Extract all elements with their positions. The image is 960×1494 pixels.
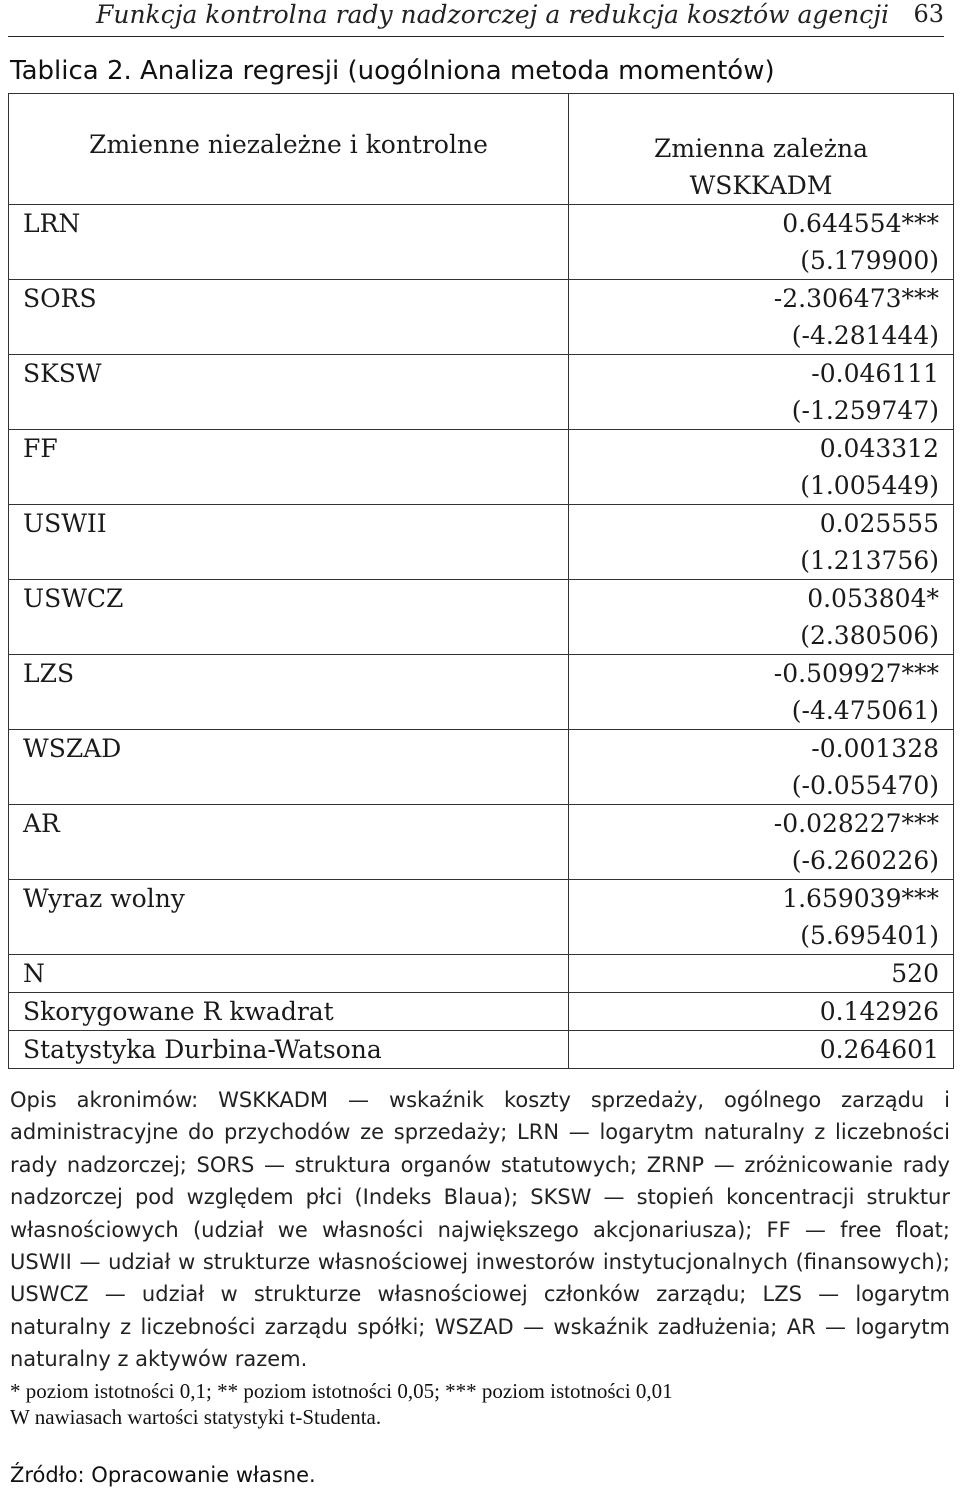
t-statistic-value: (-1.259747) bbox=[791, 396, 939, 425]
variable-estimate bbox=[569, 805, 954, 880]
t-statistic-value: (1.213756) bbox=[800, 546, 939, 575]
header-independent-variables: Zmienne niezależne i kontrolne bbox=[9, 94, 569, 205]
table-row bbox=[9, 1031, 954, 1069]
coefficient-value: -0.509927*** bbox=[773, 659, 939, 688]
variable-name: USWCZ bbox=[9, 580, 569, 655]
statistic-name: N bbox=[9, 955, 569, 993]
variable-name: FF bbox=[9, 430, 569, 505]
table-row bbox=[9, 730, 954, 805]
statistics-body bbox=[9, 955, 954, 1069]
variable-estimate bbox=[569, 430, 954, 505]
statistic-value: 520 bbox=[569, 955, 954, 993]
coefficients-body bbox=[9, 205, 954, 955]
variable-name: AR bbox=[9, 805, 569, 880]
table-row bbox=[9, 655, 954, 730]
variable-estimate bbox=[569, 505, 954, 580]
table-row bbox=[9, 805, 954, 880]
variable-name: SKSW bbox=[9, 355, 569, 430]
running-head bbox=[8, 0, 944, 37]
coefficient-value: 0.025555 bbox=[819, 509, 939, 538]
coefficient-value: 1.659039*** bbox=[782, 884, 939, 913]
t-statistic-value: (2.380506) bbox=[800, 621, 939, 650]
table-row bbox=[9, 430, 954, 505]
significance-note: * poziom istotności 0,1; ** poziom istotności 0,05; *** poziom istotności 0,01 bbox=[10, 1379, 673, 1403]
t-statistic-value: (-0.055470) bbox=[791, 771, 939, 800]
statistic-value: 0.142926 bbox=[569, 993, 954, 1031]
variable-name: Wyraz wolny bbox=[9, 880, 569, 955]
variable-estimate bbox=[569, 655, 954, 730]
coefficient-value: -0.028227*** bbox=[773, 809, 939, 838]
coefficient-value: -2.306473*** bbox=[773, 284, 939, 313]
running-title: Funkcja kontrolna rady nadzorczej a redukcja kosztów agencji bbox=[96, 0, 890, 29]
table-row bbox=[9, 880, 954, 955]
variable-estimate bbox=[569, 730, 954, 805]
coefficient-value: 0.053804* bbox=[807, 584, 939, 613]
source-note: Źródło: Opracowanie własne. bbox=[10, 1463, 316, 1487]
t-statistic-value: (1.005449) bbox=[800, 471, 939, 500]
coefficient-value: 0.644554*** bbox=[782, 209, 939, 238]
t-statistic-value: (-4.281444) bbox=[791, 321, 939, 350]
variable-name: WSZAD bbox=[9, 730, 569, 805]
variable-name: LZS bbox=[9, 655, 569, 730]
parentheses-note: W nawiasach wartości statystyki t-Studenta. bbox=[10, 1405, 382, 1429]
statistic-value: 0.264601 bbox=[569, 1031, 954, 1069]
t-statistic-value: (-4.475061) bbox=[791, 696, 939, 725]
table-header-row bbox=[9, 94, 954, 205]
table-row bbox=[9, 280, 954, 355]
variable-estimate bbox=[569, 580, 954, 655]
table-row bbox=[9, 580, 954, 655]
variable-estimate bbox=[569, 880, 954, 955]
variable-name: USWII bbox=[9, 505, 569, 580]
coefficient-value: 0.043312 bbox=[819, 434, 939, 463]
t-statistic-value: (5.179900) bbox=[800, 246, 939, 275]
coefficient-value: -0.001328 bbox=[811, 734, 939, 763]
page-number: 63 bbox=[913, 0, 944, 28]
table-row bbox=[9, 993, 954, 1031]
header-dependent-variable bbox=[569, 94, 954, 205]
variable-name: LRN bbox=[9, 205, 569, 280]
t-statistic-value: (5.695401) bbox=[800, 921, 939, 950]
t-statistic-value: (-6.260226) bbox=[791, 846, 939, 875]
table-caption: Tablica 2. Analiza regresji (uogólniona metoda momentów) bbox=[10, 56, 775, 86]
variable-name: SORS bbox=[9, 280, 569, 355]
table-row bbox=[9, 505, 954, 580]
regression-table bbox=[8, 93, 954, 1069]
acronyms-note: Opis akronimów: WSKKADM — wskaźnik koszty sprzedaży, ogólnego zarządu i administracyjne do przychodów ze sprzedaży; LRN — logarytm naturalny z liczebności rady nadzorczej; SORS — struktura organów statutowych; ZRNP — zróżnicowanie rady nadzorczej pod względem płci (Indeks Blaua); SKSW — stopień koncentracji struktur własnościowych (udział we własności największego akcjonariusza); FF — free float; USWII — udział w strukturze własnościowej inwestorów instytucjonalnych (finansowych); USWCZ — udział w strukturze własnościowej członków zarządu; LZS — logarytm naturalny z liczebności zarządu spółki; WSZAD — wskaźnik zadłużenia; AR — logarytm naturalny z aktywów razem. bbox=[10, 1088, 950, 1372]
statistic-name: Skorygowane R kwadrat bbox=[9, 993, 569, 1031]
variable-estimate bbox=[569, 280, 954, 355]
table-row bbox=[9, 205, 954, 280]
table-row bbox=[9, 955, 954, 993]
header-dependent-label: Zmienna zależna bbox=[654, 134, 868, 163]
statistic-name: Statystyka Durbina-Watsona bbox=[9, 1031, 569, 1069]
variable-estimate bbox=[569, 205, 954, 280]
coefficient-value: -0.046111 bbox=[811, 359, 939, 388]
table-row bbox=[9, 355, 954, 430]
header-dependent-name: WSKKADM bbox=[689, 171, 833, 200]
variable-estimate bbox=[569, 355, 954, 430]
